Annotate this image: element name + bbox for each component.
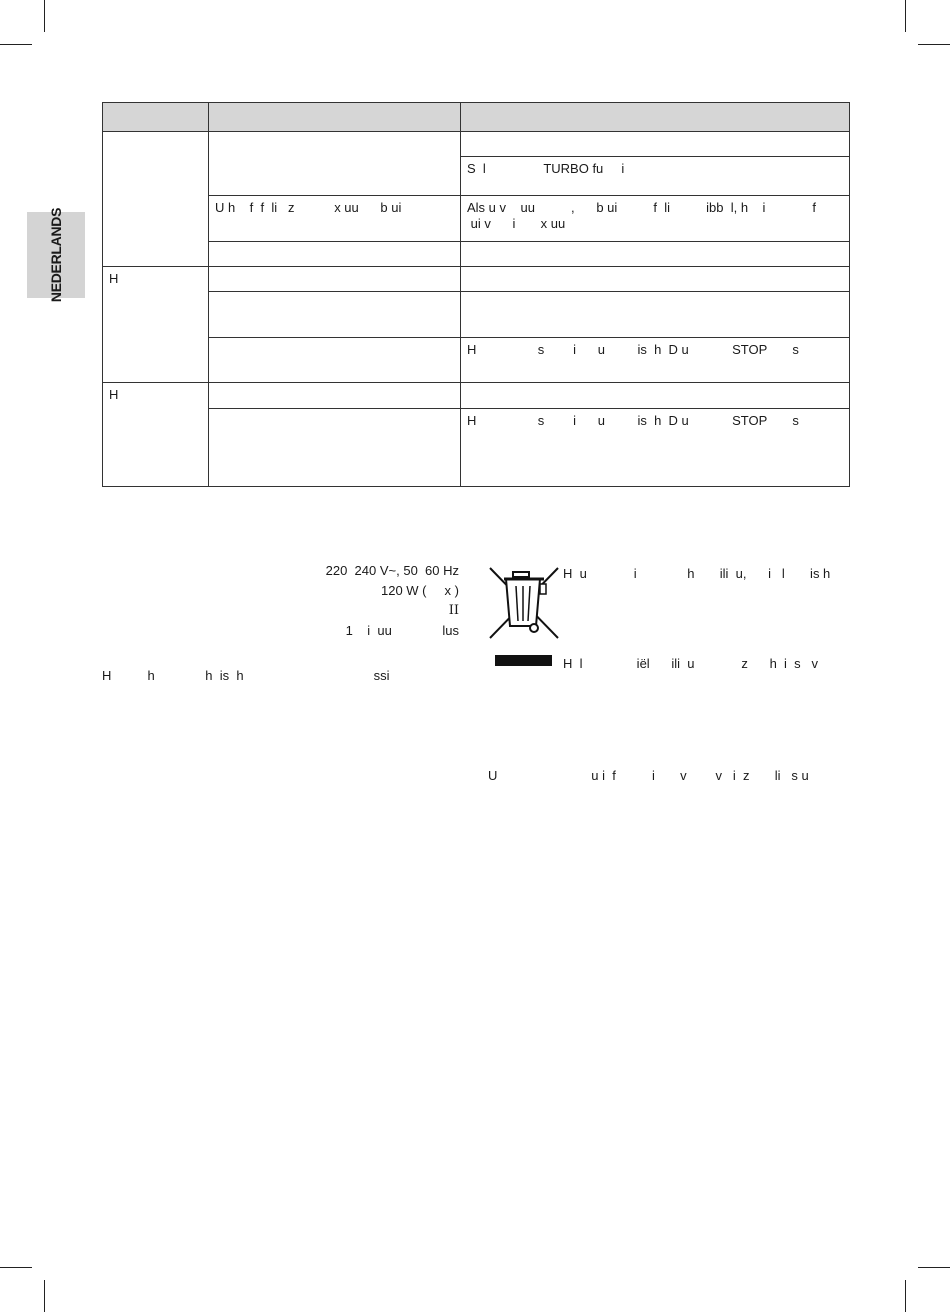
solution-cell: S l TURBO fu i [461,157,850,196]
table-row [103,409,850,487]
solution-cell [461,292,850,338]
cause-cell [209,409,461,487]
crop-mark [0,44,32,45]
cause-cell [209,132,461,196]
environment-text-1: H u i h ili u, i l is h [563,566,831,581]
table-header-problem [103,103,209,132]
cause-cell [209,267,461,292]
table-row [103,383,850,409]
table-row [103,338,850,383]
crop-mark [44,0,45,32]
problem-cell [103,132,209,267]
environment-text-2: H l iël ili u z h i s v [563,656,818,671]
table-header-cause [209,103,461,132]
spec-note: H h h is h ssi [102,668,390,683]
cause-cell [209,292,461,338]
solution-cell [461,132,850,157]
table-header-row [103,103,850,132]
table-row [103,267,850,292]
crop-mark [918,44,950,45]
cause-cell [209,242,461,267]
solution-cell [461,267,850,292]
language-tab [27,207,85,303]
troubleshooting-table [102,102,850,487]
environment-text-3: U u i f i v v i z li s u [488,768,809,783]
crop-mark [0,1267,32,1268]
solution-cell [461,242,850,267]
solution-cell: H s i u is h D u STOP s [461,338,850,383]
spec-warranty: 1 i uu lus [345,623,459,638]
table-row [103,292,850,338]
crop-mark [44,1280,45,1312]
problem-cell: H [103,383,209,487]
problem-cell: H [103,267,209,383]
cause-cell [209,338,461,383]
cause-cell: U h f f li z x uu b ui [209,196,461,242]
black-bar-icon [495,655,552,666]
crop-mark [918,1267,950,1268]
cause-cell [209,383,461,409]
table-row [103,132,850,157]
crop-mark [905,0,906,32]
language-tab-label: NEDERLANDS [48,207,64,303]
table-row [103,196,850,242]
crop-mark [905,1280,906,1312]
spec-protection-class: II [448,603,459,618]
table-header-solution [461,103,850,132]
table-row [103,242,850,267]
crossed-out-wheelie-bin-icon [488,566,560,645]
spec-voltage: 220 240 V~, 50 60 Hz [325,563,459,578]
spec-power: 120 W ( x ) [380,583,459,598]
solution-cell [461,383,850,409]
solution-cell: Als u v uu , b ui f li ibb l, h i f ui v i x uu [461,196,850,242]
solution-cell: H s i u is h D u STOP s [461,409,850,487]
